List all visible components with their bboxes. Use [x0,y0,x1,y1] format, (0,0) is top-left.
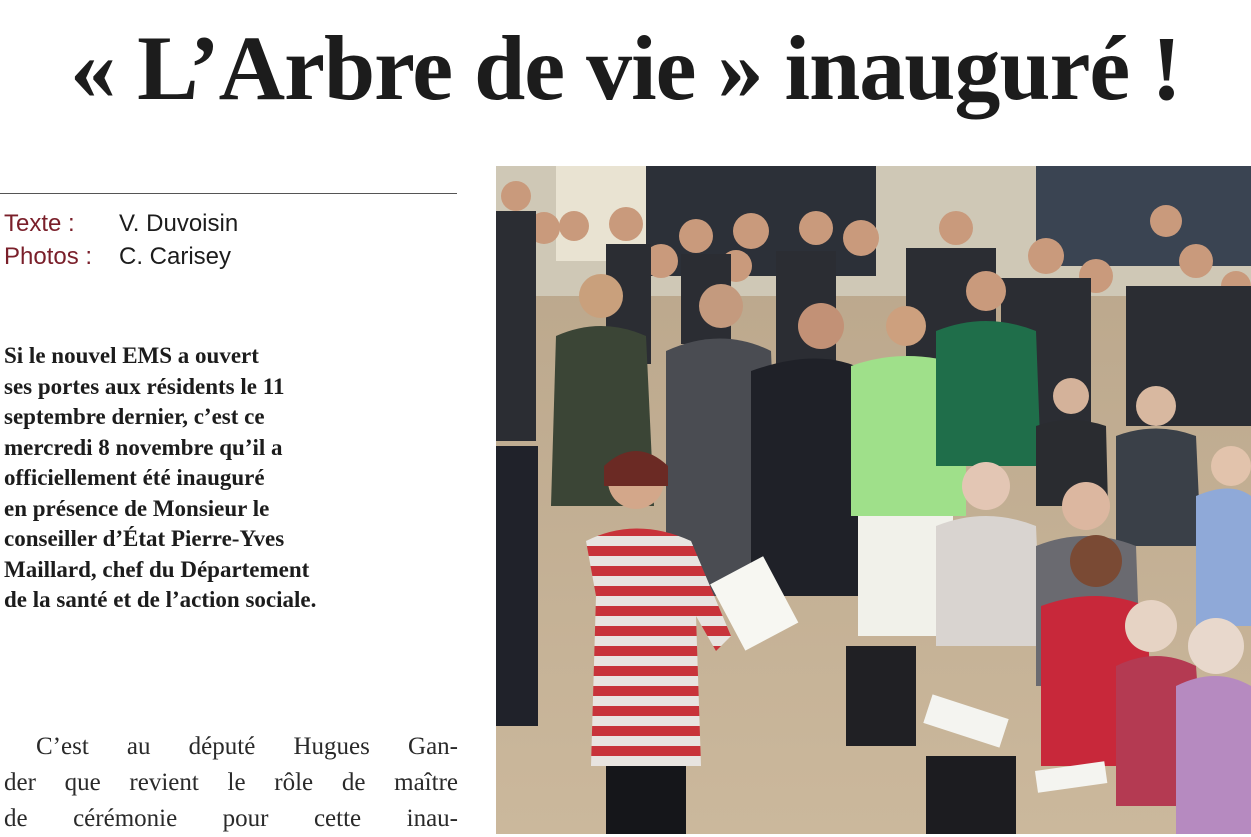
lead-line: de la santé et de l’action sociale. [4,587,317,612]
body-line: der que revient le rôle de maître [4,769,458,796]
lead-line: septembre dernier, c’est ce [4,404,265,429]
credit-photo-row [4,240,238,273]
photo-illustration [496,166,1251,834]
lead-line: conseiller d’État Pierre-Yves [4,526,285,551]
lead-line: ses portes aux résidents le 11 [4,373,285,399]
lead-line: en présence de Monsieur le [4,495,270,521]
lead-line: Maillard, chef du Département [4,556,310,582]
article-credits [4,207,238,273]
credit-photo-label: Photos : [4,243,93,270]
credit-text-label: Texte : [4,210,75,237]
body-line: C’est au député Hugues Gan- [36,733,458,760]
credits-divider [0,193,457,194]
article-headline: « L’Arbre de vie » inauguré ! [70,17,1181,119]
credit-photo-author: C. Carisey [119,243,232,270]
credit-text-row [4,207,238,240]
lead-line: mercredi 8 novembre qu’il a [4,434,283,460]
article-lead [4,341,464,616]
credit-text-author: V. Duvoisin [119,210,239,237]
lead-line: Si le nouvel EMS a ouvert [4,343,259,368]
article-photo [496,166,1251,834]
body-line: de cérémonie pour cette inau- [4,805,458,832]
article-body [4,729,458,837]
lead-line: officiellement été inauguré [4,465,265,490]
